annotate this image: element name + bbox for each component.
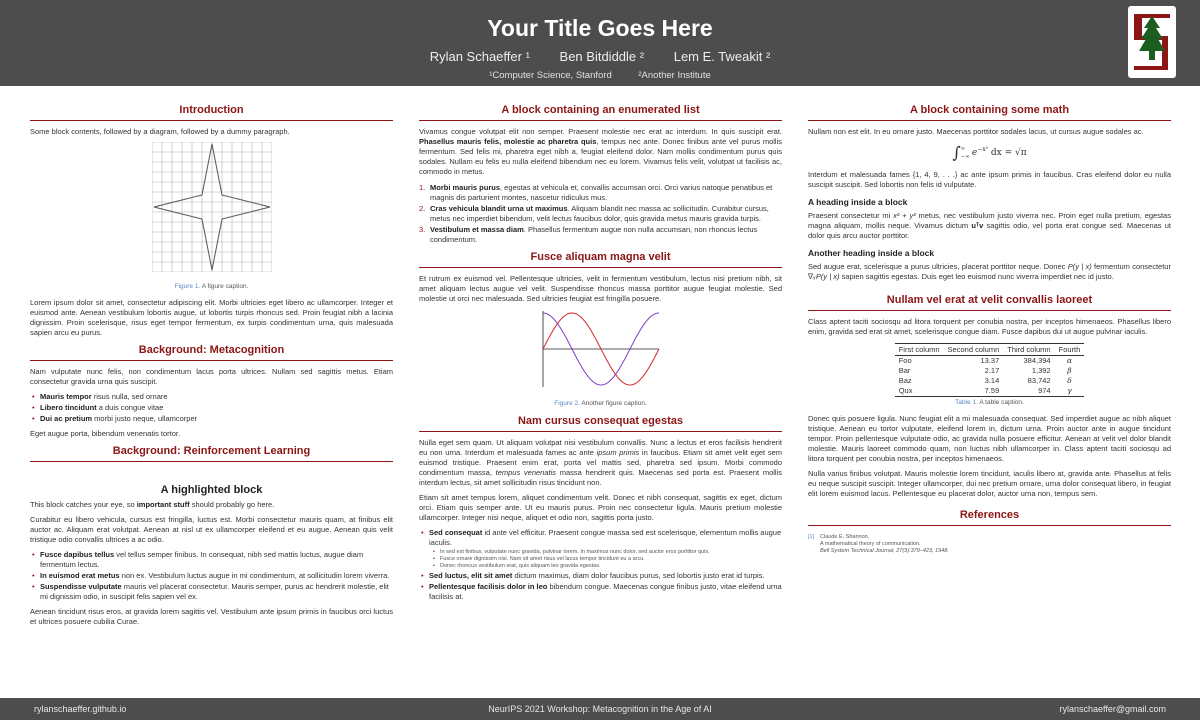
column-header: First column	[895, 344, 944, 356]
table-row	[895, 376, 1085, 386]
paragraph: Et rutrum ex euismod vel. Pellentesque ultricies, velit in fermentum vestibulum, lectus nisi pretium nibh, sit amet aliquam lectus augue vel velit. Suspendisse rhoncus massa porttitor augue feugiat molestie. Sed molestie ut orci nec malesuada. Sed ultricies feugiat est fringilla posuere.	[419, 274, 782, 303]
star-diagram	[152, 142, 272, 272]
section-heading: Background: Reinforcement Learning	[30, 445, 393, 462]
paragraph: Interdum et malesuada fames {1, 4, 9, . . .} ac ante ipsum primis in faucibus. Cras eleifend dolor eu nulla suscipit suscipit. Sed lobortis non felis id vulputate.	[808, 170, 1171, 189]
list-item: • Mauris tempor risus nulla, sed ornare	[32, 392, 393, 402]
affiliation: ¹Computer Science, Stanford	[489, 70, 612, 81]
figure-caption	[30, 283, 393, 290]
table-cell: Qux	[895, 386, 944, 397]
paragraph: Lorem ipsum dolor sit amet, consectetur adipiscing elit. Morbi ultricies eget libero ac ullamcorper. Integer et euismod ante. Aenean vestibulum lobortis augue, ut lobortis turpis rhoncus sed. Proin feugiat nibh a lacinia dignissim. Proin scelerisque, risus eget tempor fermentum, ex turpis condimentum urna, quis malesuada sapien arcu eu purus.	[30, 298, 393, 337]
column-header: Third column	[1003, 344, 1054, 356]
section-heading: Nam cursus consequat egestas	[419, 415, 782, 432]
paragraph: Aenean tincidunt risus eros, at gravida lorem sagittis vel. Vestibulum ante ipsum primis in faucibus orci luctus et ultrices posuere cubilia Curae.	[30, 607, 393, 626]
table-cell: Baz	[898, 376, 912, 385]
affiliation: ²Another Institute	[638, 70, 711, 81]
table-cell: 1,392	[1031, 366, 1051, 375]
paragraph: Eget augue porta, bibendum venenatis tortor.	[30, 429, 181, 438]
table-cell: 13.37	[980, 356, 1000, 365]
caption-label: Figure 1.	[174, 283, 201, 290]
column-header: Fourth	[1055, 344, 1085, 356]
section-heading: Fusce aliquam magna velit	[419, 251, 782, 268]
bullet-list	[32, 392, 393, 424]
caption-text: Another figure caption.	[581, 400, 647, 407]
sub-list-item: • Donec rhoncus vestibulum erat, quis aliquam leo gravida egestas.	[433, 563, 782, 570]
list-item: • Suspendisse vulputate mauris vel placerat consectetur. Mauris semper, purus ac hendrerit molestie, elit mi dignissim odio, in suscipit felis sapien vel ex.	[32, 582, 393, 602]
paragraph: Praesent consectetur mi x² + y² metus, nec vestibulum justo viverra nec. Proin eget nulla pretium, egestas magna aliquam, mollis neque. Vivamus dictum uᵀv sagittis odio, vel porta erat congue sed. Maecenas ut dolor quis arcu auctor porttitor.	[808, 211, 1171, 240]
table-cell: δ	[1067, 376, 1072, 385]
paragraph: Nam vulputate nunc felis, non condimentum lacus porta ultrices. Nullam sed sagittis metus. Etiam consectetur gravida urna quis suscipit.	[30, 367, 393, 386]
display-equation: ∫ ∞ −∞ $e^{-x^2}$ dx = √π	[952, 143, 1027, 162]
paragraph: Class aptent taciti sociosqu ad litora torquent per conubia nostra, per inceptos himenaeos. Phasellus libero enim, gravida sed erat sit amet, scelerisque congue diam. Fusce dapibus dui ut augue pulvinar iaculis.	[808, 317, 1171, 336]
sub-list	[433, 549, 782, 570]
caption-text: A table caption.	[979, 399, 1024, 406]
table-row	[895, 366, 1085, 376]
table-cell: 7.59	[944, 386, 1004, 397]
author: Ben Bitdiddle ²	[559, 49, 645, 64]
reference-venue: Bell System Technical Journal, 27(3):379–423, 1948.	[820, 548, 949, 554]
paragraph: Some block contents, followed by a diagram, followed by a dummy paragraph.	[30, 127, 290, 136]
paragraph: Sed augue erat, scelerisque a purus ultricies, placerat porttitor neque. Donec P(y | x) fermentum consectetur ∇ₓP(y | x) sapien sagittis egestas. Duis eget leo euismod nunc viverra imperdiet nec id justo.	[808, 262, 1171, 281]
list-item: • Pellentesque facilisis dolor in leo bibendum congue. Maecenas congue finibus justo, vitae eleifend urna facilisis at.	[421, 582, 782, 602]
subheading: Another heading inside a block	[808, 248, 935, 258]
reference-title: A mathematical theory of communication.	[820, 541, 921, 547]
table-cell: 3.14	[984, 376, 1000, 385]
list-item: 3. Vestibulum et massa diam. Phasellus fermentum augue non nulla accumsan, non rhoncus lectus condimentum.	[419, 225, 758, 244]
bullet-list	[421, 528, 782, 602]
paragraph: Etiam sit amet tempus lorem, aliquet condimentum velit. Donec et nibh consequat, sagittis ex eget, dictum orci. Etiam quis semper ante. Ut eu mauris purus. Proin nec consectetur ligula. Mauris pretium molestie ullamcorper. Integer nisi neque, aliquet et odio non, sagittis porta justo.	[419, 493, 782, 522]
list-item: • Libero tincidunt a duis congue vitae	[32, 403, 393, 413]
section-heading: A block containing an enumerated list	[419, 104, 782, 121]
figure-caption	[419, 400, 782, 407]
reference-author: Claude E. Shannon.	[820, 534, 870, 540]
author: Rylan Schaeffer ¹	[429, 49, 530, 64]
section-heading: References	[808, 509, 1171, 526]
table-row	[895, 356, 1085, 367]
bullet-list	[32, 550, 393, 602]
column-header: Second column	[944, 344, 1004, 356]
list-item: • Dui ac pretium morbi justo neque, ullamcorper	[32, 414, 393, 424]
table-caption	[808, 399, 1171, 406]
footer-venue: NeurIPS 2021 Workshop: Metacognition in the Age of AI	[488, 704, 712, 714]
list-item: 2. Cras vehicula blandit urna ut maximus. Aliquam blandit nec massa ac sollicitudin. Curabitur cursus, metus nec imperdiet bibendum, velit lectus faucibus dolor, quis gravida metus mauris gravida turpis.	[419, 204, 769, 223]
section-heading: Introduction	[30, 104, 393, 121]
figure-sine-cosine	[419, 309, 782, 394]
section-heading: Nullam vel erat at velit convallis laoreet	[808, 294, 1171, 311]
column-left	[30, 98, 393, 632]
reference-number: [1]	[808, 534, 815, 540]
paragraph: Nulla eget sem quam. Ut aliquam volutpat nisi vestibulum convallis. Nunc a lectus et eros facilisis hendrerit eu non urna. Interdum et malesuada fames ac ante ipsum primis in faucibus. Etiam sit amet velit eget sem euismod tristique. Praesent enim erat, porta vel mattis sed, pharetra sed ipsum. Morbi commodo condimentum massa, tempus venenatis massa hendrerit quis. Maecenas sed porta est. Praesent mollis interdum lectus, sit amet sollicitudin risus tincidunt non.	[419, 438, 782, 487]
paragraph: Nulla varius finibus volutpat. Mauris molestie lorem tincidunt, iaculis libero at, gravida ante. Phasellus at felis eu neque suscipit suscipit. Integer ullamcorper, dui nec pretium ornare, urna dolor consequat libero, in feugiat elit lorem euismod lacus. Pellentesque eu placerat dolor, auctor urna non, tempus sem.	[808, 469, 1171, 498]
author-list	[0, 49, 1200, 64]
paragraph: Donec quis posuere ligula. Nunc feugiat elit a mi malesuada consequat. Sed imperdiet augue ac nibh aliquet tristique. Aenean eu tortor vulputate, eleifend lorem in, dictum urna. Proin auctor ante in augue tincidunt tempor. Proin pellentesque vulputate odio, ac gravida nulla posuere efficitur. Aenean at velit vel dolor blandit molestie. Mauris laoreet commodo quam, non luctus nibh ullamcorper in. Class aptent taciti sociosqu ad litora torquent per conubia nostra, per inceptos himenaeos.	[808, 414, 1171, 463]
affiliation-list	[0, 70, 1200, 81]
poster-header	[0, 0, 1200, 86]
table-cell: 974	[1003, 386, 1054, 397]
list-item: • In euismod erat metus non ex. Vestibulum luctus augue in mi condimentum, at sollicitudin lorem viverra.	[32, 571, 393, 581]
paragraph: Vivamus congue volutpat elit non semper. Praesent molestie nec erat ac interdum. In quis suscipit erat. Phasellus mauris felis, molestie ac pharetra quis, tempus nec ante. Donec finibus ante vel purus mollis fermentum. Sed felis mi, pharetra eget nibh a, feugiat eleifend dolor. Nam mollis condimentum purus quis sodales. Nullam eu felis eu nulla eleifend bibendum nec eu lorem. Vivamus felis velit, volutpat ut facilisis ac, commodo in metus.	[419, 127, 782, 176]
table-row	[895, 386, 1085, 397]
list-item: 1. Morbi mauris purus, egestas at vehicula et, convallis accumsan orci. Orci varius natoque penatibus et magnis dis parturient montes, nascetur ridiculus mus.	[419, 183, 773, 202]
sine-cosine-plot	[541, 309, 661, 389]
table-cell: β	[1067, 366, 1072, 375]
paragraph: Curabitur eu libero vehicula, cursus est fringilla, luctus est. Morbi consectetur mauris quam, at finibus elit auctor ac. Aliquam erat volutpat. Aenean at nisl ut ex ullamcorper eleifend et eu augue. Aenean quis velit tristique odio convallis ultrices a ac odio.	[30, 515, 393, 544]
footer-email-link[interactable]: rylanschaeffer@gmail.com	[1059, 704, 1166, 714]
list-item: • Fusce dapibus tellus vel tellus semper finibus. In consequat, nibh sed mattis luctus, augue diam fermentum lectus.	[32, 550, 393, 570]
data-table	[895, 343, 1085, 397]
poster-title: Your Title Goes Here	[487, 15, 713, 41]
table-cell: γ	[1055, 386, 1085, 397]
poster-footer	[0, 698, 1200, 720]
column-right	[808, 98, 1171, 555]
reference-entry	[808, 534, 1171, 555]
table-cell: α	[1066, 356, 1072, 365]
figure-diagram	[30, 142, 393, 277]
caption-label: Figure 2.	[554, 400, 580, 407]
table-cell: Bar	[898, 366, 911, 375]
section-heading: A block containing some math	[808, 104, 1171, 121]
paragraph: This block catches your eye, so important stuff should probably go here.	[30, 500, 275, 509]
table-header-row	[895, 344, 1085, 356]
list-item: • Sed luctus, elit sit amet dictum maximus, diam dolor faucibus purus, sed lobortis justo erat id turpis.	[421, 571, 782, 581]
caption-text: A figure caption.	[201, 283, 249, 290]
subheading: A heading inside a block	[808, 197, 908, 207]
table-cell: Foo	[898, 356, 912, 365]
sub-list-item: • In sed est finibus, vulputate nunc gravida, pulvinar lorem. In maximus nunc dolor, sed auctor eros porttitor quis.	[433, 549, 782, 556]
table-cell: 83,742	[1027, 376, 1051, 385]
block-heading: A highlighted block	[160, 484, 263, 496]
numbered-list	[419, 183, 782, 245]
table-cell: 2.17	[984, 366, 1000, 375]
list-item: • Sed consequat id ante vel efficitur. Praesent congue massa sed est scelerisque, elementum mollis augue iaculis. • In sed est finibus, vulputate nunc gravida, pulvinar lorem. In maximus nunc dolor, sed auctor eros porttitor quis. • Fusce ornare dignissim nisi. Nam sit amet risus vel lacus tempor tincidunt eu a arcu. • Donec rhoncus vestibulum erat, quis aliquam leo gravida egestas.	[421, 528, 782, 570]
column-middle	[419, 98, 782, 607]
author: Lem E. Tweakit ²	[673, 49, 771, 64]
caption-label: Table 1.	[955, 399, 978, 406]
footer-website-link[interactable]: rylanschaeffer.github.io	[34, 704, 127, 714]
table-cell: 384,394	[1023, 356, 1051, 365]
section-heading: Background: Metacognition	[30, 344, 393, 361]
paragraph: Nullam non est elit. In eu ornare justo. Maecenas porttitor sodales lacus, ut cursus augue sodales ac.	[808, 127, 1144, 136]
stanford-tree-logo-icon	[1128, 6, 1176, 78]
sub-list-item: • Fusce ornare dignissim nisi. Nam sit amet risus vel lacus tempor tincidunt eu a arcu.	[433, 556, 782, 563]
